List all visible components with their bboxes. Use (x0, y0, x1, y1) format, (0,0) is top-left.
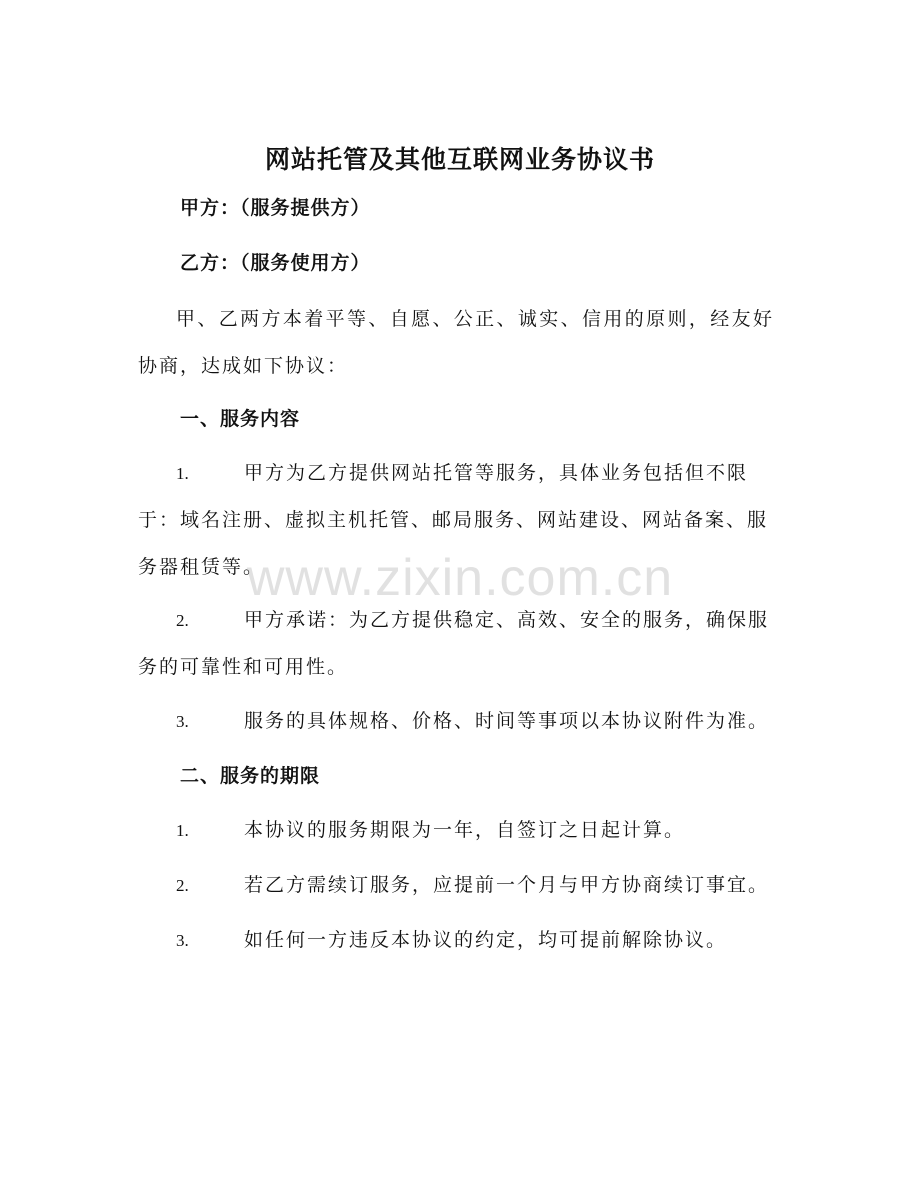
item-text: 甲方承诺：为乙方提供稳定、高效、安全的服务，确保服务的可靠性和可用性。 (138, 609, 770, 678)
item-number: 2. (176, 876, 189, 895)
list-item (138, 917, 774, 964)
item-text: 若乙方需续订服务，应提前一个月与甲方协商续订事宜。 (244, 874, 770, 896)
intro-paragraph: 甲、乙两方本着平等、自愿、公正、诚实、信用的原则，经友好协商，达成如下协议： (138, 308, 774, 377)
item-text: 本协议的服务期限为一年，自签订之日起计算。 (244, 819, 686, 841)
party-b-line: 乙方：（服务使用方） (180, 252, 371, 274)
document-title: 网站托管及其他互联网业务协议书 (264, 145, 655, 174)
section-heading-term: 二、服务的期限 (180, 765, 321, 787)
list-item (138, 698, 774, 745)
item-number: 3. (176, 712, 189, 731)
list-item (138, 807, 774, 854)
item-text: 如任何一方违反本协议的约定，均可提前解除协议。 (244, 929, 728, 951)
item-number: 1. (176, 821, 189, 840)
item-number: 1. (176, 464, 189, 483)
watermark: www.zixin.com.cn (246, 549, 674, 607)
list-item (138, 450, 774, 591)
item-number: 3. (176, 931, 189, 950)
section-heading-services: 一、服务内容 (180, 408, 301, 430)
list-item (138, 597, 774, 691)
list-item (138, 862, 774, 909)
item-text: 服务的具体规格、价格、时间等事项以本协议附件为准。 (244, 710, 770, 732)
item-text: 甲方为乙方提供网站托管等服务，具体业务包括但不限于：域名注册、虚拟主机托管、邮局服务、网站建设、网站备案、服务器租赁等。 (138, 462, 769, 578)
party-a-line: 甲方：（服务提供方） (180, 197, 371, 219)
item-number: 2. (176, 611, 189, 630)
